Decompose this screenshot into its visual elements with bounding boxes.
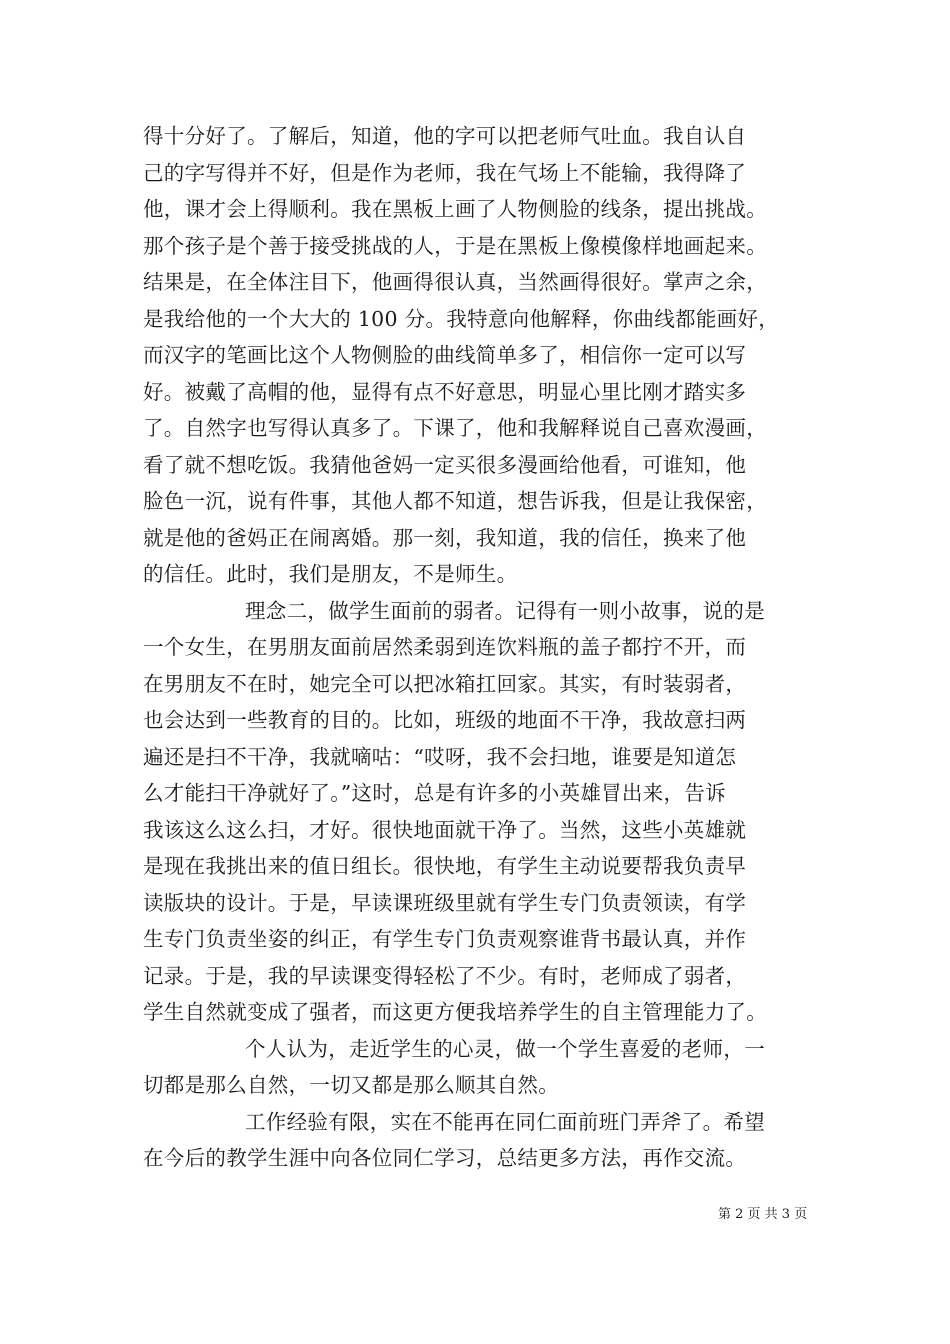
text-line: 是现在我挑出来的值日组长。很快地，有学生主动说要帮我负责早 xyxy=(143,854,747,878)
text-line: 而汉字的笔画比这个人物侧脸的曲线简单多了，相信你一定可以写 xyxy=(143,343,747,367)
text-line: 就是他的爸妈正在闹离婚。那一刻，我知道，我的信任，换来了他 xyxy=(143,525,747,550)
text-line: 己的字写得并不好，但是作为老师，我在气场上不能输，我得降了 xyxy=(143,160,747,185)
text-line: 遍还是扫不干净，我就嘀咕：“哎呀，我不会扫地，谁要是知道怎 xyxy=(143,744,737,769)
paragraph-first-line: 理念二，做学生面前的弱者。记得有一则小故事，说的是 xyxy=(245,598,765,623)
text-line: 了。自然字也写得认真多了。下课了，他和我解释说自己喜欢漫画， xyxy=(143,416,767,440)
text-line: 一个女生，在男朋友面前居然柔弱到连饮料瓶的盖子都拧不开，而 xyxy=(143,635,747,659)
text-line: 得十分好了。了解后，知道，他的字可以把老师气吐血。我自认自 xyxy=(143,124,747,148)
text-line: 是我给他的一个大大的 100 分。我特意向他解释，你曲线都能画好， xyxy=(143,306,780,331)
paragraph-first-line: 个人认为，走近学生的心灵，做一个学生喜爱的老师，一 xyxy=(245,1036,765,1061)
body-text xyxy=(143,118,808,1177)
text-line: 也会达到一些教育的目的。比如，班级的地面不干净，我故意扫两 xyxy=(143,708,747,732)
text-line: 好。被戴了高帽的他，显得有点不好意思，明显心里比刚才踏实多 xyxy=(143,379,747,404)
paragraph-first-line: 工作经验有限，实在不能再在同仁面前班门弄斧了。希望 xyxy=(245,1109,765,1134)
text-line: 么才能扫干净就好了。”这时，总是有许多的小英雄冒出来，告诉 xyxy=(143,781,726,805)
text-line: 他，课才会上得顺利。我在黑板上画了人物侧脸的线条，提出挑战。 xyxy=(143,197,767,221)
text-line: 记录。于是，我的早读课变得轻松了不少。有时，老师成了弱者， xyxy=(143,963,747,988)
text-line: 的信任。此时，我们是朋友，不是师生。 xyxy=(143,562,518,586)
text-line: 那个孩子是个善于接受挑战的人，于是在黑板上像模像样地画起来。 xyxy=(143,233,767,258)
text-line: 结果是，在全体注目下，他画得很认真，当然画得很好。掌声之余， xyxy=(143,270,767,294)
text-line: 读版块的设计。于是，早读课班级里就有学生专门负责领读，有学 xyxy=(143,890,747,915)
text-line: 我该这么这么扫，才好。很快地面就干净了。当然，这些小英雄就 xyxy=(143,817,747,842)
text-line: 在男朋友不在时，她完全可以把冰箱扛回家。其实，有时装弱者， xyxy=(143,671,747,696)
text-line: 学生自然就变成了强者，而这更方便我培养学生的自主管理能力了。 xyxy=(143,1000,767,1024)
text-line: 看了就不想吃饭。我猜他爸妈一定买很多漫画给他看，可谁知，他 xyxy=(143,452,747,477)
text-line: 脸色一沉，说有件事，其他人都不知道，想告诉我，但是让我保密， xyxy=(143,489,767,513)
text-line: 生专门负责坐姿的纠正，有学生专门负责观察谁背书最认真，并作 xyxy=(143,927,747,951)
text-line: 切都是那么自然，一切又都是那么顺其自然。 xyxy=(143,1073,559,1097)
text-line: 在今后的教学生涯中向各位同仁学习，总结更多方法，再作交流。 xyxy=(143,1146,747,1170)
page-number-footer: 第 2 页 共 3 页 xyxy=(718,1207,808,1222)
